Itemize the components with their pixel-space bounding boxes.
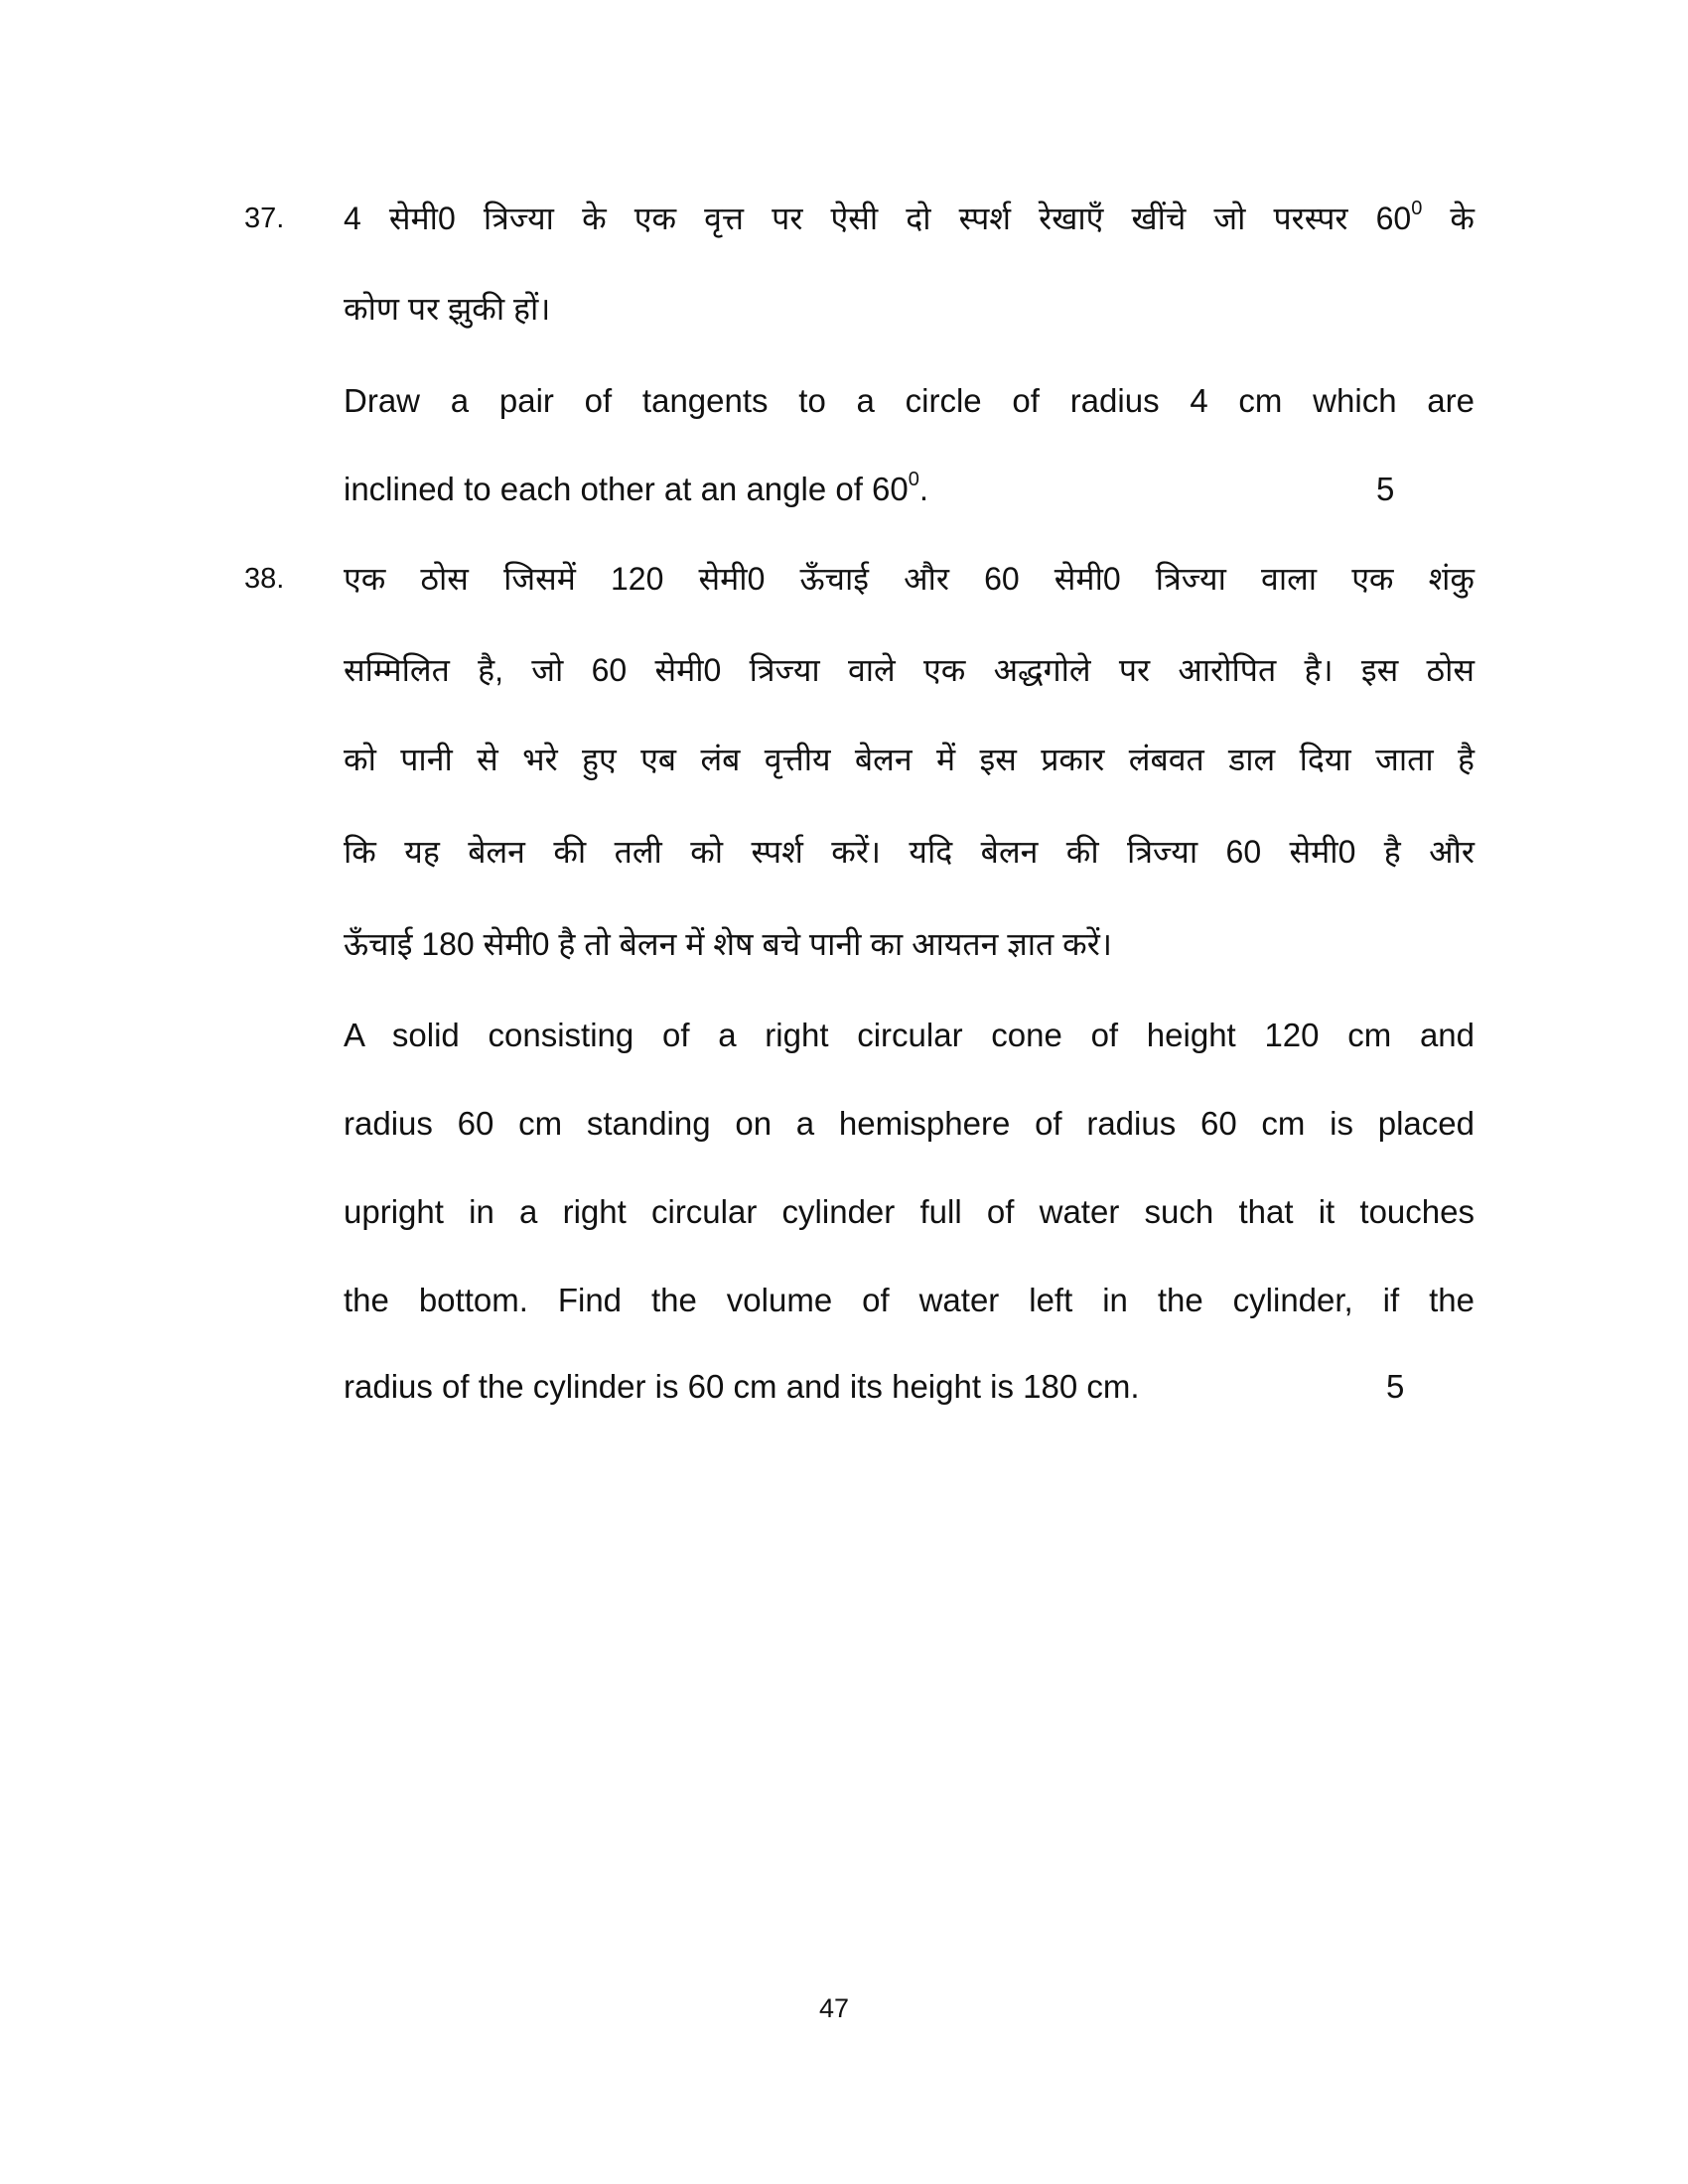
english-line: Draw a pair of tangents to a circle of radius 4 cm which are xyxy=(344,382,1475,419)
marks: 5 xyxy=(1376,471,1395,507)
english-text: inclined to each other at an angle of 60 xyxy=(344,471,909,507)
english-line: A solid consisting of a right circular cone of height 120 cm and xyxy=(344,1017,1475,1053)
superscript: 0 xyxy=(908,469,919,490)
english-line: radius 60 cm standing on a hemisphere of radius 60 cm is placed xyxy=(344,1105,1475,1142)
english-text: . xyxy=(918,471,929,507)
hindi-line xyxy=(344,197,1475,240)
hindi-line: को पानी से भरे हुए एब लंब वृत्तीय बेलन में इस प्रकार लंबवत डाल दिया जाता है xyxy=(344,742,1475,777)
hindi-line: ऊँचाई 180 सेमी0 है तो बेलन में शेष बचे पानी का आयतन ज्ञात करें। xyxy=(344,926,1112,962)
page-number: 47 xyxy=(818,1993,850,2023)
superscript: 0 xyxy=(1411,198,1423,219)
hindi-line: एक ठोस जिसमें 120 सेमी0 ऊँचाई और 60 सेमी0 त्रिज्या वाला एक शंकु xyxy=(344,561,1475,597)
hindi-line: कोण पर झुकी हों। xyxy=(344,291,551,327)
english-line: upright in a right circular cylinder full of water such that it touches xyxy=(344,1193,1475,1230)
hindi-line: सम्मिलित है, जो 60 सेमी0 त्रिज्या वाले एक अद्धगोले पर आरोपित है। इस ठोस xyxy=(344,652,1475,688)
marks: 5 xyxy=(1386,1368,1405,1405)
english-line: radius of the cylinder is 60 cm and its height is 180 cm. xyxy=(344,1368,1140,1405)
english-line xyxy=(344,468,928,511)
hindi-text: के xyxy=(1450,201,1475,236)
english-line: the bottom. Find the volume of water left in the cylinder, if the xyxy=(344,1282,1475,1318)
question-number: 37. xyxy=(244,203,285,234)
question-number: 38. xyxy=(244,563,285,595)
hindi-line: कि यह बेलन की तली को स्पर्श करें। यदि बेलन की त्रिज्या 60 सेमी0 है और xyxy=(344,834,1475,870)
hindi-text: 4 सेमी0 त्रिज्या के एक वृत्त पर ऐसी दो स्पर्श रेखाएँ खींचे जो परस्पर 60 xyxy=(344,201,1412,236)
